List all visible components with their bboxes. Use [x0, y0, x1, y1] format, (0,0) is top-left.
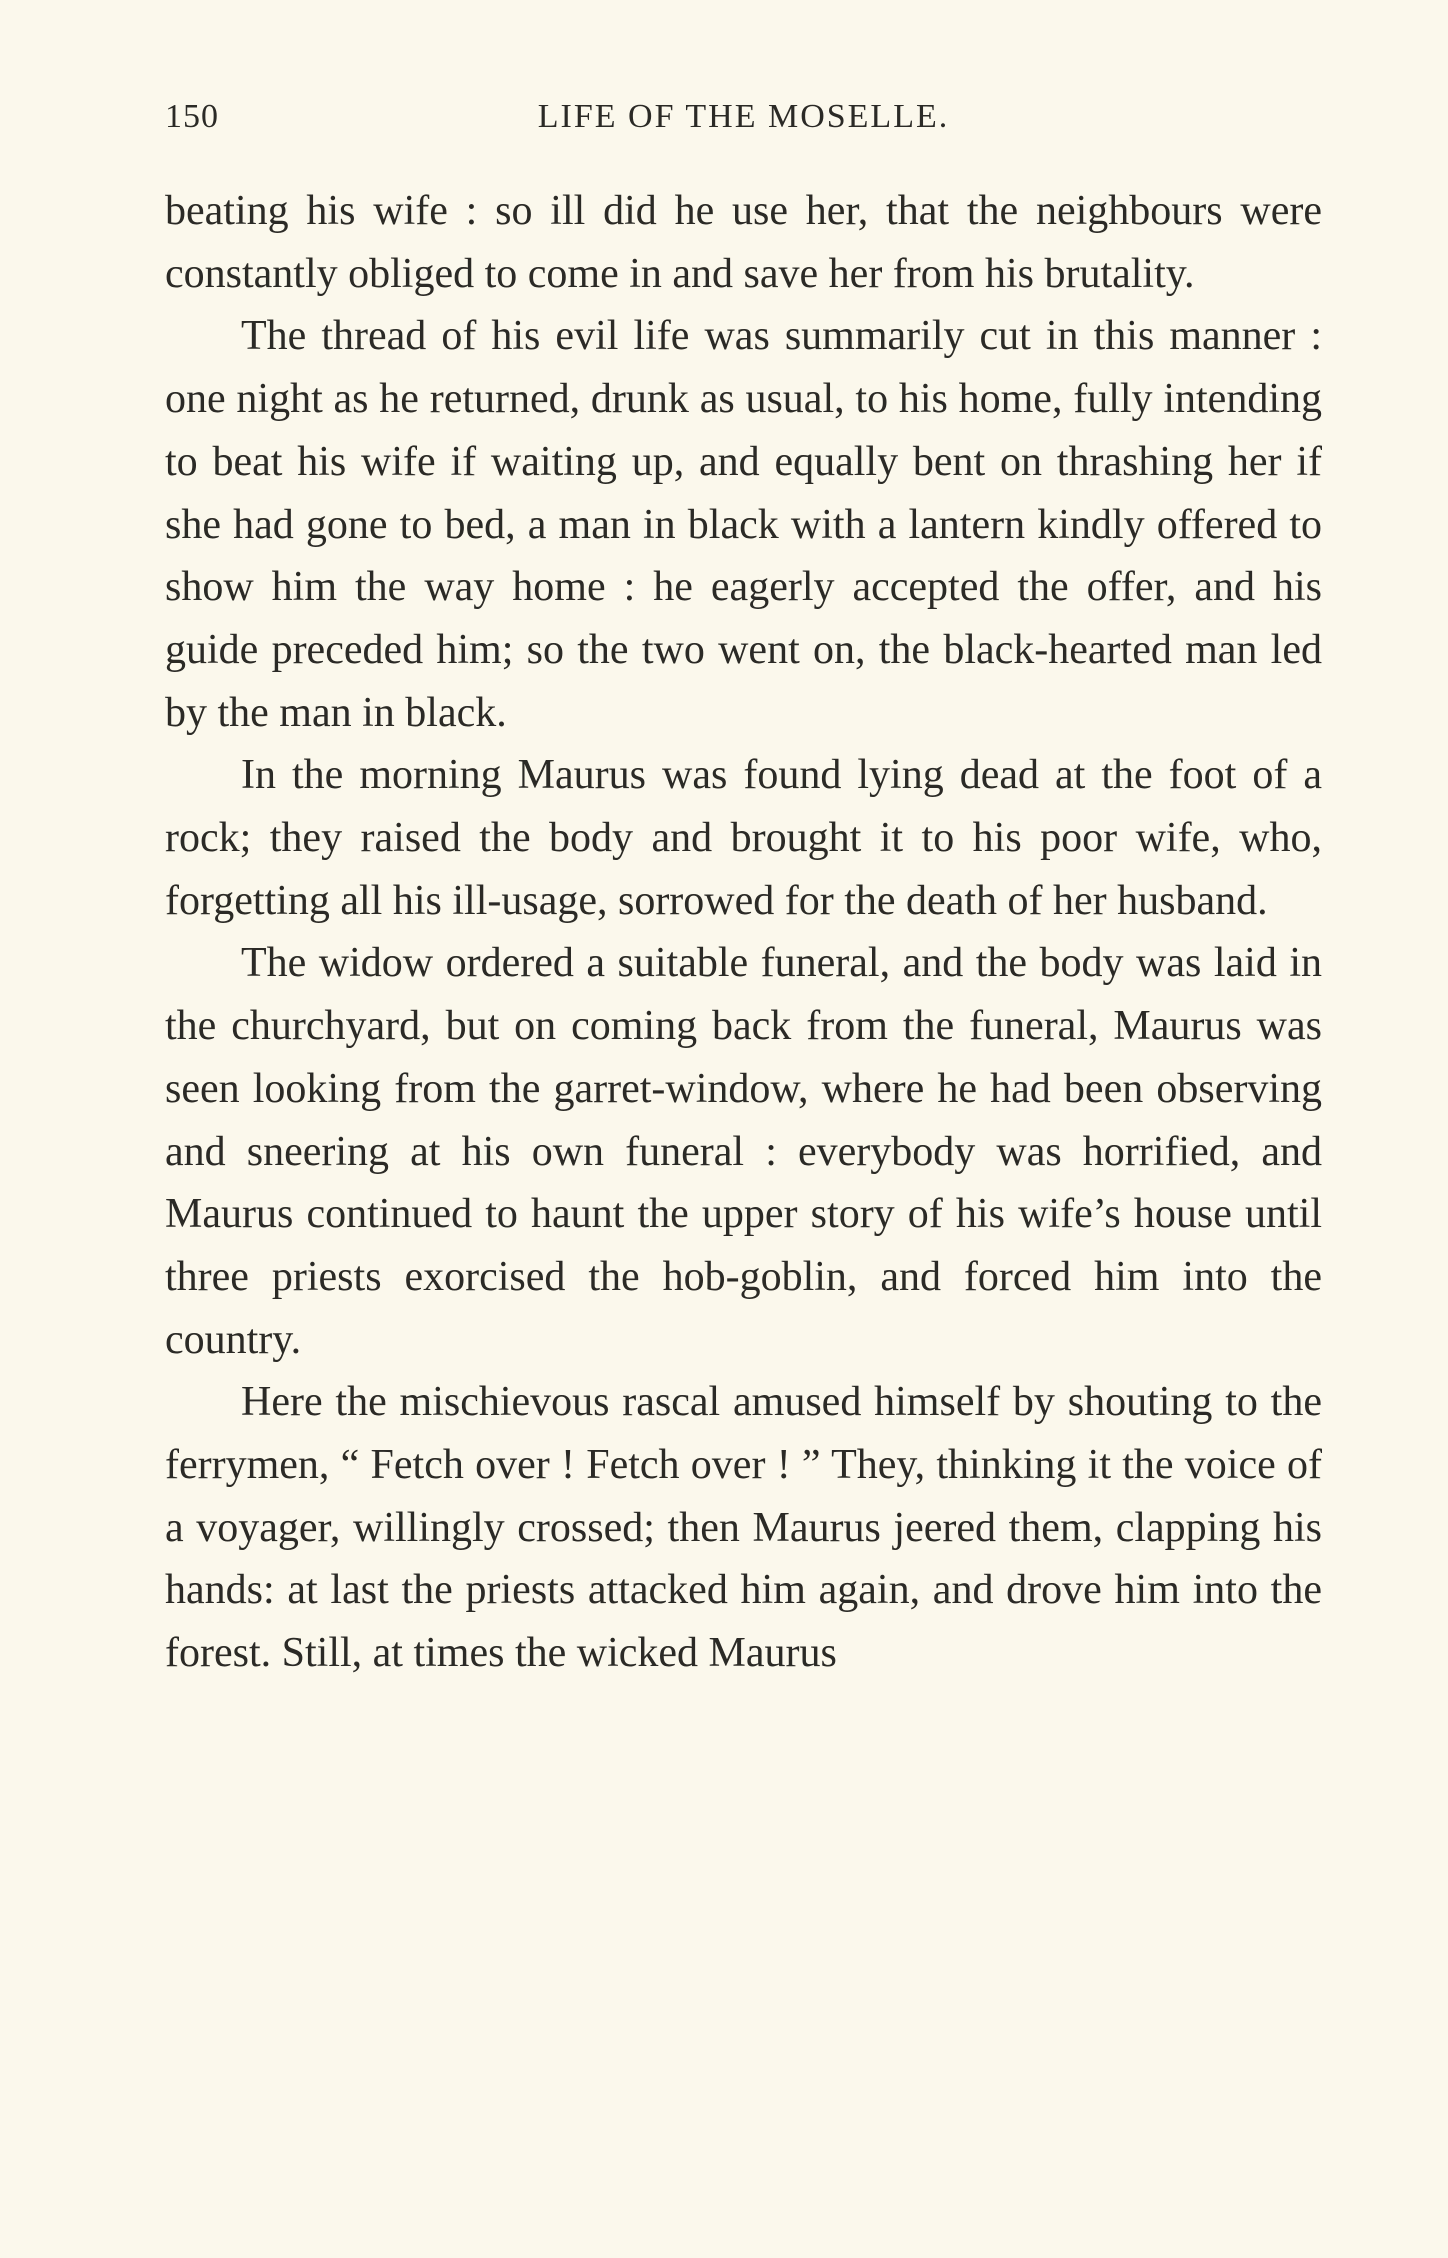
paragraph: In the morning Maurus was found lying dead at the foot of a rock; they raised the body and brought it to his poor wife, who, forgetting all his ill-usage, sorrowed for the death of her husband.	[165, 752, 1322, 924]
page-number: 150	[165, 98, 219, 135]
paragraph: The widow ordered a suitable funeral, and the body was laid in the churchyard, but on coming back from the funeral, Maurus was seen looking from the garret-window, where he had been observing and sneering at his own funeral : everybody was horrified, and Maurus continued to haunt the upper story of his wife’s house until three priests exorcised the hob-goblin, and forced him into the country.	[165, 940, 1322, 1363]
body-text	[165, 180, 1322, 1685]
paragraph-continued: beating his wife : so ill did he use her, that the neighbours were constantly obliged to come in and save her from his brutality.	[165, 188, 1322, 297]
paragraph: Here the mischievous rascal amused himself by shouting to the ferrymen, “ Fetch over ! Fetch over ! ” They, thinking it the voice of a voyager, willingly crossed; then Maurus jeered them, clapping his hands: at last the priests attacked him again, and drove him into the forest. Still, at times the wicked Maurus	[165, 1379, 1322, 1677]
page-header	[165, 98, 1322, 142]
paragraph: The thread of his evil life was summarily cut in this manner : one night as he returned, drunk as usual, to his home, fully intending to beat his wife if waiting up, and equally bent on thrashing her if she had gone to bed, a man in black with a lantern kindly offered to show him the way home : he eagerly accepted the offer, and his guide preceded him; so the two went on, the black-hearted man led by the man in black.	[165, 313, 1322, 736]
running-title: LIFE OF THE MOSELLE.	[537, 98, 950, 135]
